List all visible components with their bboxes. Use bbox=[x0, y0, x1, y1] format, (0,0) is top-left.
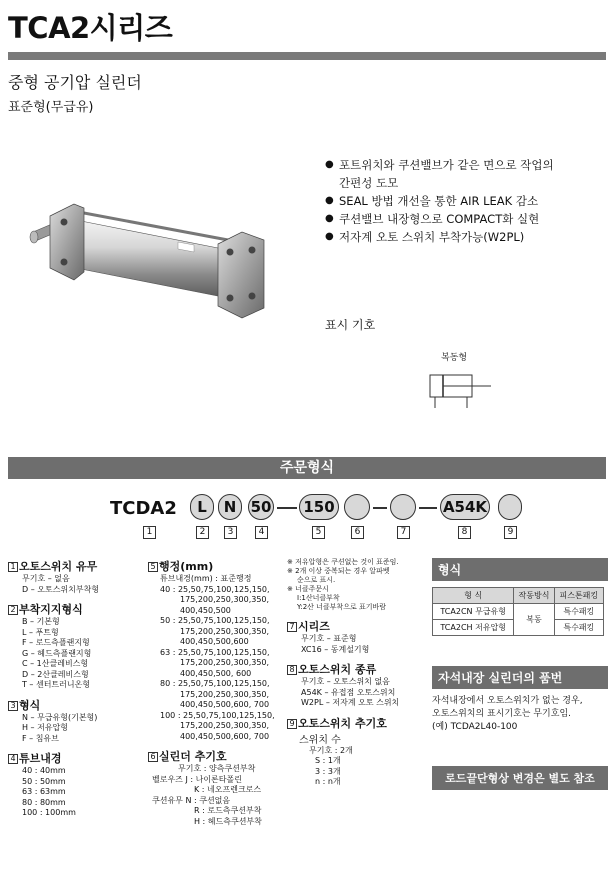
code-num-2: 2 bbox=[196, 526, 209, 539]
code-num-9: 9 bbox=[504, 526, 517, 539]
pneumatic-cylinder-image bbox=[28, 180, 288, 340]
code-pill-2: N bbox=[218, 494, 242, 520]
order-code-prefix: TCDA2 bbox=[110, 498, 177, 519]
title-divider bbox=[8, 52, 606, 60]
code-num-7: 7 bbox=[397, 526, 410, 539]
section-switch-count: 9 오토스위치 추기호 스위치 수 무기호 : 2개 S : 1개 3 : 3개 n : n개 bbox=[287, 715, 427, 788]
spec-column-2 bbox=[148, 558, 286, 827]
symbol-title: 표시 기호 bbox=[325, 318, 376, 332]
section-series: 7 시리즈 무기호 – 표준형 XC16 – 동계설기형 bbox=[287, 618, 427, 655]
code-num-1: 1 bbox=[143, 526, 156, 539]
page-title: TCA2시리즈 bbox=[8, 11, 173, 45]
code-pill-7: A54K bbox=[440, 494, 490, 520]
feature-item: ● 쿠션밸브 내장형으로 COMPACT화 실현 bbox=[325, 210, 554, 228]
form-section-title: 형식 bbox=[432, 558, 608, 581]
code-dash bbox=[277, 507, 297, 509]
code-dash bbox=[373, 507, 387, 509]
spec-column-4 bbox=[432, 558, 608, 790]
spec-column-3 bbox=[287, 558, 427, 788]
spec-column-1 bbox=[8, 558, 143, 819]
code-num-5: 5 bbox=[312, 526, 325, 539]
feature-item: ● SEAL 방법 개선을 통한 AIR LEAK 감소 bbox=[325, 192, 554, 210]
section-bore: 4 튜브내경 40 : 40mm 50 : 50mm 63 : 63mm 80 : 80mm 100 : 100mm bbox=[8, 750, 143, 819]
page-subtitle: 중형 공기압 실린더 bbox=[8, 73, 142, 92]
partno-title: 자석내장 실린더의 품번 bbox=[432, 666, 608, 689]
section-mounting: 2 부착지지형식 B – 기본형 L – 푸트형 F – 로드측플랜지형 G – 헤드측플랜지형 C – 1산클레비스형 D – 2산클레비스형 T – 센터트러니온형 bbox=[8, 601, 143, 691]
code-dash bbox=[419, 507, 437, 509]
partno-text: 자석내장에서 오토스위치가 없는 경우, 오토스위치의 표시기호는 무기호임. (예) TCDA2L40-100 bbox=[432, 696, 583, 732]
double-acting-cylinder-symbol bbox=[425, 370, 495, 410]
section-stroke: 5 행정(mm) 튜브내경(mm) : 표준행정 40 : 25,50,75,100,125,150, 175,200,250,300,350, 400,450,500 50 : 25,50,75,100,125,150, 175,200,250,300,350, 400,450,500,600 63 : 25,50,75,100,125,150, 175,200,250,300,350, 400,450,500, 600 80 : 25,50,75,100,125,150, 175,200,250,300,350, 400,450,500,600, 700 100 : 25,50,75,100,125,150, 175,200,250,300,350, 400,450,500,600, 700 bbox=[148, 558, 286, 742]
section-cylinder-suffix: 6 실린더 추기호 무기호 : 양측쿠션부착 벨로우즈 J : 나이론타폴린 K : 네오프렌크로스 쿠션유무 N : 쿠션없음 R : 로드측쿠션부착 H : 헤드측쿠션부착 bbox=[148, 748, 286, 827]
order-code-row bbox=[0, 490, 612, 550]
code-num-6: 6 bbox=[351, 526, 364, 539]
code-num-4: 4 bbox=[255, 526, 268, 539]
rod-end-note: 로드끝단형상 변경은 별도 참조 bbox=[432, 766, 608, 790]
feature-item: ● 포트위치와 쿠션밸브가 같은 면으로 작업의 bbox=[325, 156, 554, 174]
symbol-caption: 복동형 bbox=[441, 353, 468, 363]
section-autoswitch: 1 오토스위치 유무 무기호 – 없음 D – 오토스위치부착형 bbox=[8, 558, 143, 595]
code-pill-5 bbox=[344, 494, 370, 520]
code-num-3: 3 bbox=[224, 526, 237, 539]
code-pill-3: 50 bbox=[248, 494, 274, 520]
order-format-bar bbox=[8, 457, 606, 479]
code-pill-8 bbox=[498, 494, 522, 520]
page-subtitle-2: 표준형(무급유) bbox=[8, 100, 94, 115]
feature-item: ● 저자계 오토 스위치 부착가능(W2PL) bbox=[325, 228, 554, 246]
order-format-title: 주문형식 bbox=[279, 460, 335, 476]
feature-list bbox=[325, 156, 554, 246]
section-switch-type: 8 오토스위치 종류 무기호 – 오토스위치 없음 A54K – 유접점 오토스위치 W2PL – 저자계 오토 스위치 bbox=[287, 661, 427, 709]
code-num-8: 8 bbox=[458, 526, 471, 539]
code-pill-6 bbox=[390, 494, 416, 520]
code-pill-1: L bbox=[190, 494, 214, 520]
table-header-row: 형 식 작동방식 피스톤패킹 bbox=[433, 588, 604, 604]
section-type: 3 형식 N – 무급유형(기본형) H – 저유압형 F – 침유브 bbox=[8, 697, 143, 745]
code-pill-4: 150 bbox=[299, 494, 339, 520]
table-row: TCA2CN 무급유형 복동 특수패킹 bbox=[433, 604, 604, 620]
feature-item-cont: 간편성 도모 bbox=[339, 176, 399, 190]
notes: ※ 저유압형은 쿠션없는 것이 표준임. ※ 2개 이상 중복되는 경우 알파벳 순으로 표시. ※ 너클주문시 I:1산너클부착 Y:2산 너클부착으로 표기바람 bbox=[287, 558, 399, 611]
form-table bbox=[432, 587, 604, 636]
table-row: TCA2CH 저유압형 특수패킹 bbox=[433, 620, 604, 636]
